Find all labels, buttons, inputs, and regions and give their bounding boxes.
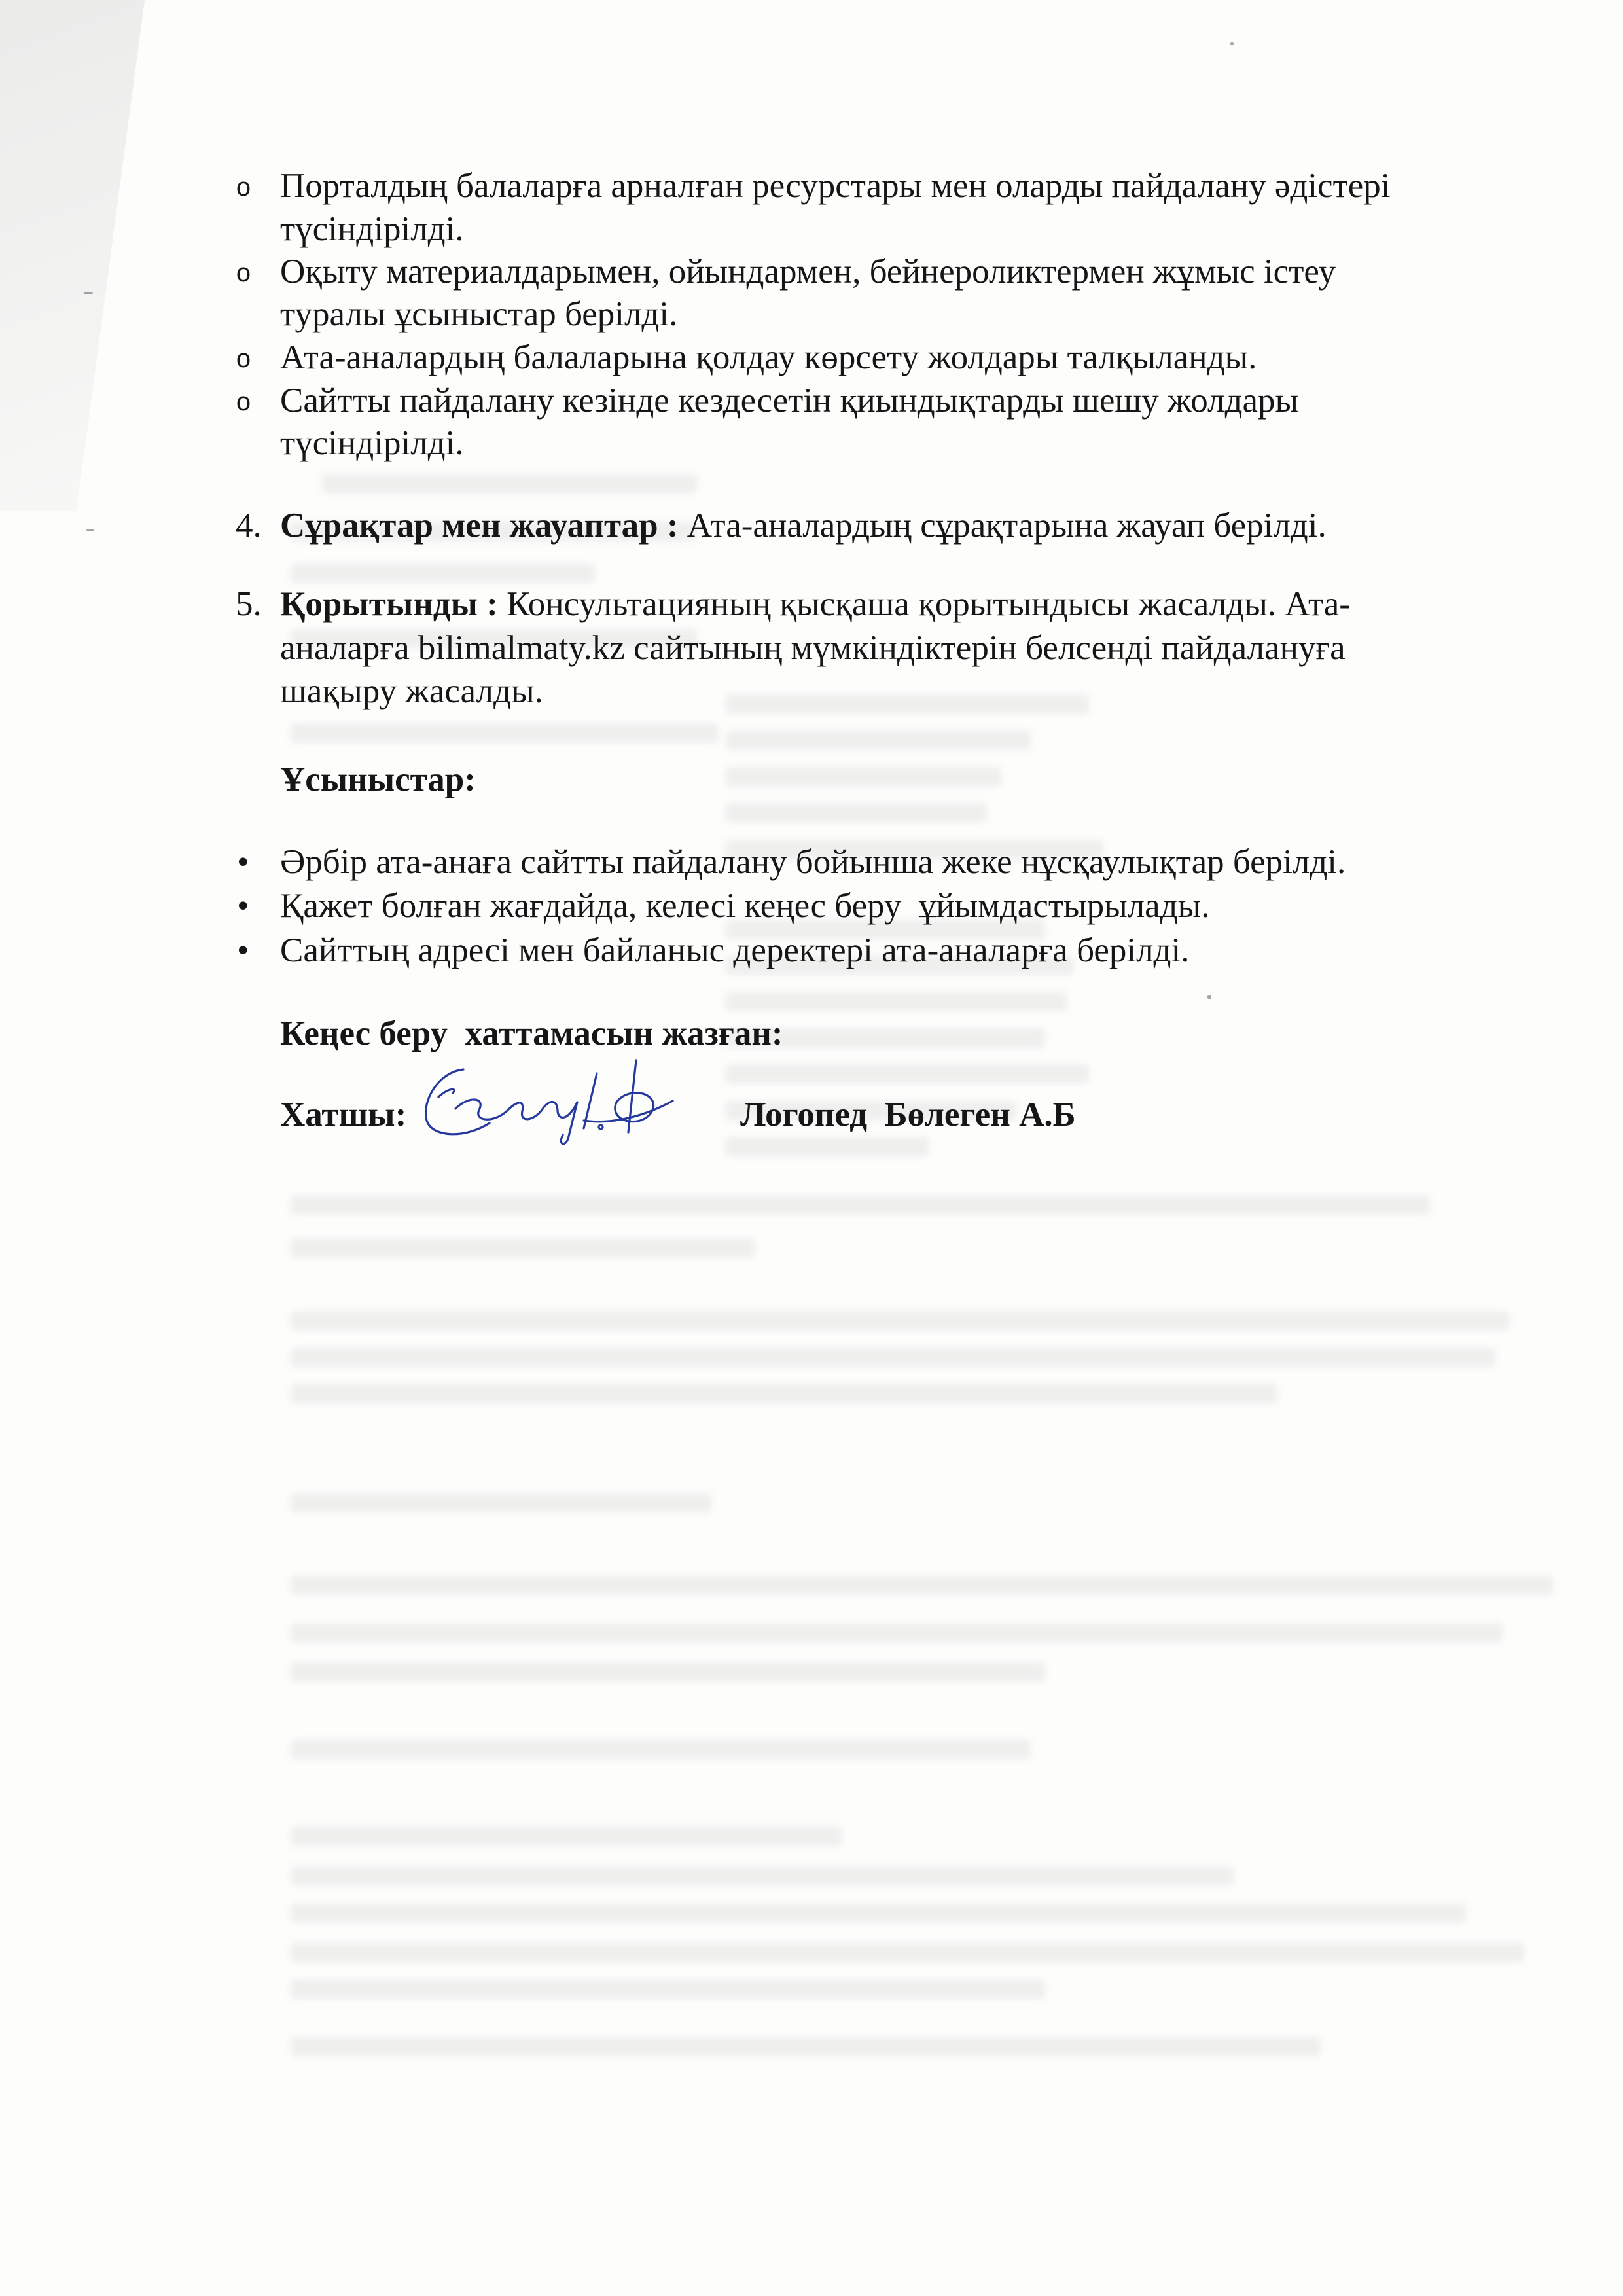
section-number: 4. [236, 507, 262, 545]
list-item-line: түсіндірілді. [280, 210, 464, 248]
bleed-through-shadow [726, 1064, 1089, 1084]
bleed-through-shadow [291, 1575, 1553, 1595]
bleed-through-shadow [291, 564, 595, 583]
section-label: Қорытынды : [280, 585, 498, 623]
scan-speck [84, 292, 93, 294]
bleed-through-shadow [726, 803, 987, 823]
bleed-through-shadow [291, 1195, 1430, 1215]
bullet-icon: • [237, 843, 249, 881]
list-item-line: түсіндірілді. [280, 424, 464, 462]
secretary-label: Хатшы: [280, 1096, 407, 1134]
bleed-through-shadow [291, 1827, 842, 1846]
signature [412, 1055, 687, 1153]
bleed-through-shadow [291, 1943, 1524, 1962]
list-item-line: Сайтты пайдалану кезінде кездесетін қиындықтарды шешу жолдары [280, 382, 1299, 420]
list-item-line: туралы ұсыныстар берілді. [280, 295, 678, 333]
bleed-through-shadow [291, 1740, 1031, 1759]
scan-speck [86, 529, 94, 531]
bleed-through-shadow [726, 730, 1031, 750]
bleed-through-shadow [291, 1662, 1045, 1682]
bleed-through-shadow [291, 1623, 1503, 1643]
bleed-through-shadow [291, 1311, 1510, 1331]
recommendations-heading: Ұсыныстар: [280, 761, 476, 798]
scan-speck [1230, 42, 1234, 45]
bleed-through-shadow [291, 1493, 711, 1513]
section-line: аналарға bilimalmaty.kz сайтының мүмкіндіктерін белсенді пайдалануға [280, 629, 1346, 667]
bleed-through-shadow [291, 1866, 1234, 1886]
section-number: 5. [236, 585, 262, 623]
circle-bullet-icon: o [236, 346, 252, 376]
circle-bullet-icon: o [236, 175, 252, 204]
signoff-heading: Кеңес беру хаттамасын жазған: [280, 1014, 783, 1052]
scan-corner-shadow [0, 0, 170, 511]
section-text: Ата-аналардың сұрақтарына жауап берілді. [687, 507, 1327, 545]
section-text: Консультацияның қысқаша қорытындысы жасалды. Ата- [507, 585, 1351, 623]
list-item: Қажет болған жағдайда, келесі кеңес беру ұйымдастырылады. [280, 887, 1210, 925]
list-item: Сайттың адресі мен байланыс деректері ата-аналарға берілді. [280, 931, 1190, 969]
bleed-through-shadow [291, 1979, 1045, 1999]
bleed-through-shadow [726, 694, 1089, 714]
bleed-through-shadow [291, 723, 719, 743]
bleed-through-shadow [291, 1348, 1495, 1367]
bleed-through-shadow [726, 1137, 929, 1157]
bullet-icon: • [237, 931, 249, 969]
bleed-through-shadow [291, 1384, 1277, 1403]
list-item-line: Оқыту материалдарымен, ойындармен, бейнероликтермен жұмыс істеу [280, 253, 1336, 291]
bleed-through-shadow [291, 1238, 755, 1258]
bleed-through-shadow [291, 2037, 1321, 2056]
section-label: Сұрақтар мен жауаптар : [280, 507, 679, 545]
section-line: шақыру жасалды. [280, 672, 543, 710]
circle-bullet-icon: o [236, 389, 252, 419]
list-item-line: Ата-аналардың балаларына қолдау көрсету жолдары талқыланды. [280, 338, 1257, 376]
list-item-line: Порталдың балаларға арналған ресурстары мен оларды пайдалану әдістері [280, 167, 1391, 205]
author-name: Логопед Бөлеген А.Б [740, 1096, 1076, 1134]
bleed-through-shadow [726, 992, 1067, 1011]
section-line [280, 583, 1351, 626]
section-line [280, 504, 1327, 547]
bullet-icon: • [237, 887, 249, 925]
bleed-through-shadow [322, 474, 697, 493]
list-item: Әрбір ата-анаға сайтты пайдалану бойынша жеке нұсқаулықтар берілді. [280, 843, 1346, 881]
circle-bullet-icon: o [236, 260, 252, 290]
bleed-through-shadow [726, 767, 1001, 787]
scan-speck [1207, 995, 1211, 999]
bleed-through-shadow [291, 1903, 1466, 1923]
